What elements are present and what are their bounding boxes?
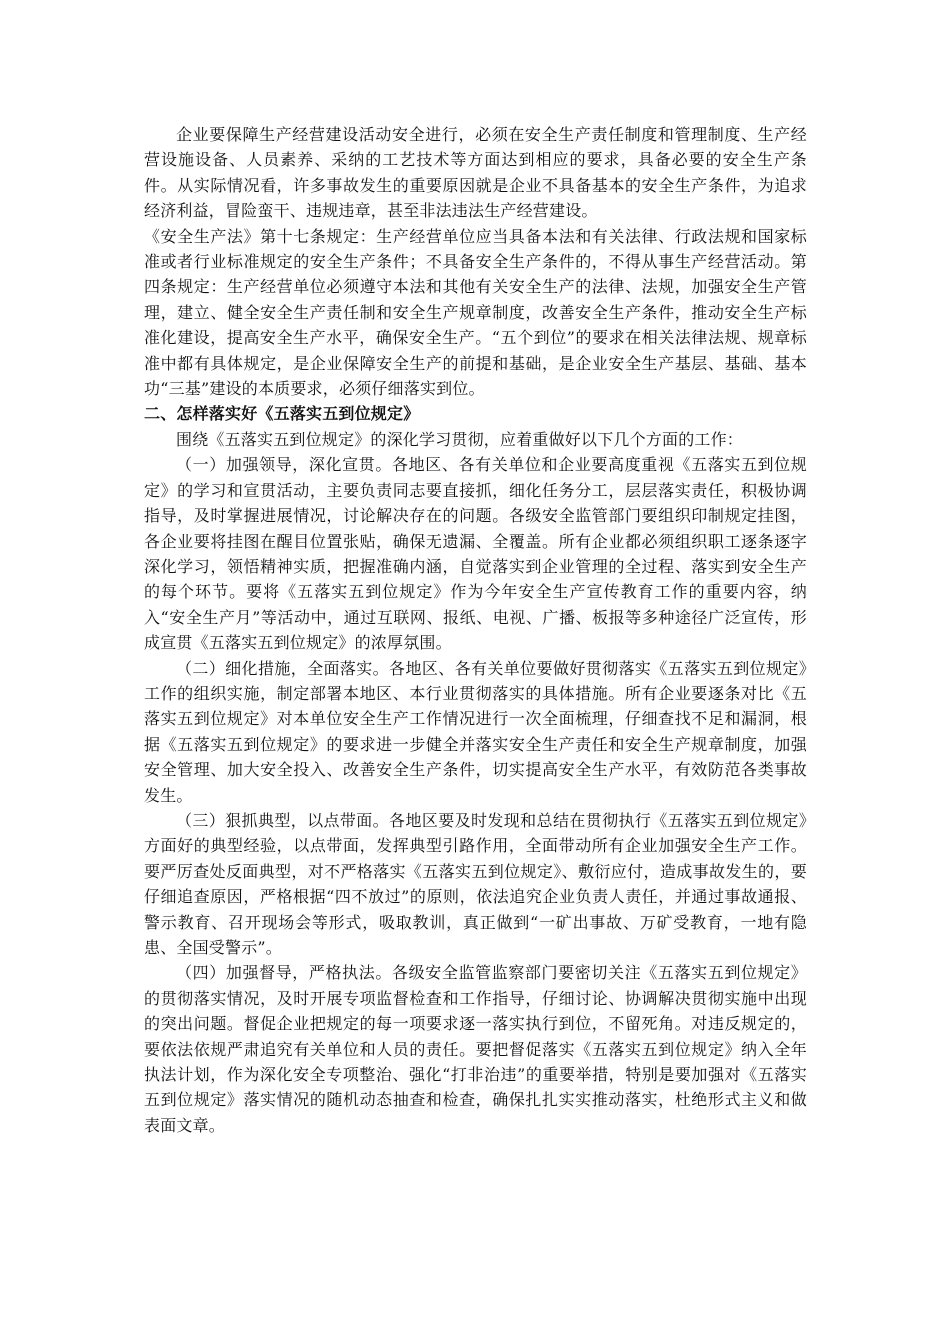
document-body xyxy=(144,122,807,1138)
paragraph-safety-conditions: 企业要保障生产经营建设活动安全进行，必须在安全生产责任制度和管理制度、生产经营设施设备、人员素养、采纳的工艺技术等方面达到相应的要求，具备必要的安全生产条件。从实际情况看，许多事故发生的重要原因就是企业不具备基本的安全生产条件，为追求经济利益，冒险蛮干、违规违章，甚至非法违法生产经营建设。 xyxy=(144,125,807,221)
list-item-typical-examples: （三）狠抓典型，以点带面。各地区要及时发现和总结在贯彻执行《五落实五到位规定》方面好的典型经验，以点带面，发挥典型引路作用，全面带动所有企业加强安全生产工作。要严厉查处反面典型，对不严格落实《五落实五到位规定》、敷衍应付，造成事故发生的，要仔细追查原因，严格根据“四不放过”的原则，依法追究企业负责人责任，并通过事故通报、警示教育、召开现场会等形式，吸取教训，真正做到“一矿出事故、万矿受教育，一地有隐患、全国受警示”。 xyxy=(144,810,807,957)
section-heading: 二、怎样落实好《五落实五到位规定》 xyxy=(144,404,420,424)
list-item-strengthen-leadership: （一）加强领导，深化宣贯。各地区、各有关单位和企业要高度重视《五落实五到位规定》的学习和宣贯活动，主要负责同志要直接抓，细化任务分工，层层落实责任，积极协调指导，及时掌握进展情况，讨论解决存在的问题。各级安全监管部门要组织印制规定挂图，各企业要将挂图在醒目位置张贴，确保无遗漏、全覆盖。所有企业都必须组织职工逐条逐字深化学习，领悟精神实质，把握准确内涵，自觉落实到企业管理的全过程、落实到安全生产的每个环节。要将《五落实五到位规定》作为今年安全生产宣传教育工作的重要内容，纳入“安全生产月”等活动中，通过互联网、报纸、电视、广播、板报等多种途径广泛宣传，形成宣贯《五落实五到位规定》的浓厚氛围。 xyxy=(144,455,807,653)
list-item-supervision-enforcement: （四）加强督导，严格执法。各级安全监管监察部门要密切关注《五落实五到位规定》的贯彻落实情况，及时开展专项监督检查和工作指导，仔细讨论、协调解决贯彻实施中出现的突出问题。督促企业把规定的每一项要求逐一落实执行到位，不留死角。对违反规定的，要依法依规严肃追究有关单位和人员的责任。要把督促落实《五落实五到位规定》纳入全年执法计划，作为深化安全专项整治、强化“打非治违”的重要举措，特别是要加强对《五落实五到位规定》落实情况的随机动态抽查和检查，确保扎扎实实推动落实，杜绝形式主义和做表面文章。 xyxy=(144,963,807,1135)
paragraph-safety-law: 《安全生产法》第十七条规定：生产经营单位应当具备本法和有关法律、行政法规和国家标准或者行业标准规定的安全生产条件；不具备安全生产条件的，不得从事生产经营活动。第四条规定：生产经营单位必须遵守本法和其他有关安全生产的法律、法规，加强安全生产管理，建立、健全安全生产责任制和安全生产规章制度，改善安全生产条件，推动安全生产标准化建设，提高安全生产水平，确保安全生产。“五个到位”的要求在相关法律法规、规章标准中都有具体规定，是企业保障安全生产的前提和基础，是企业安全生产基层、基础、基本功“三基”建设的本质要求，必须仔细落实到位。 xyxy=(144,226,807,399)
list-item-refine-measures: （二）细化措施，全面落实。各地区、各有关单位要做好贯彻落实《五落实五到位规定》工作的组织实施，制定部署本地区、本行业贯彻落实的具体措施。所有企业要逐条对比《五落实五到位规定》对本单位安全生产工作情况进行一次全面梳理，仔细查找不足和漏洞，根据《五落实五到位规定》的要求进一步健全并落实安全生产责任和安全生产规章制度，加强安全管理、加大安全投入、改善安全生产条件，切实提高安全生产水平，有效防范各类事故发生。 xyxy=(144,658,807,805)
paragraph-intro: 围绕《五落实五到位规定》的深化学习贯彻，应着重做好以下几个方面的工作： xyxy=(176,429,744,449)
